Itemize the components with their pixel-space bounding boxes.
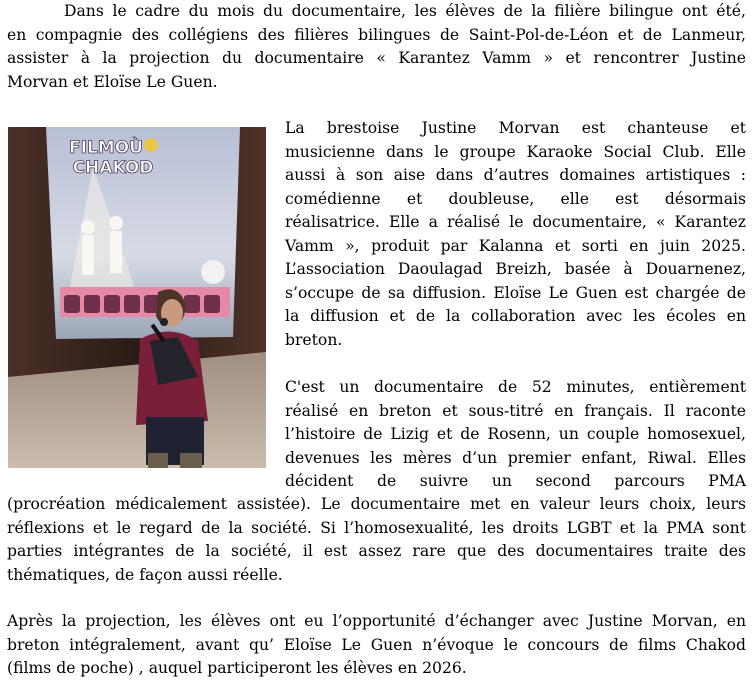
doc-line: parties intégrantes de la société, il est assez rare que des documentaires traite des bbox=[7, 542, 746, 560]
doc-line: thématiques, de façon aussi réelle. bbox=[7, 565, 283, 584]
screen-title-line1: FILMOÙ bbox=[69, 138, 143, 158]
doc-line: (procréation médicalement assistée). Le documentaire met en valeur leurs choix, leurs bbox=[7, 495, 746, 513]
after-screening-paragraph bbox=[7, 610, 746, 681]
documentary-paragraph-full bbox=[7, 493, 746, 587]
doc-line: C'est un documentaire de 52 minutes, entièrement bbox=[285, 378, 746, 396]
intro-line: Dans le cadre du mois du documentaire, les élèves de la filière bilingue ont été, bbox=[64, 2, 746, 20]
bio-line: musicienne dans le groupe Karaoke Social Club. Elle bbox=[285, 142, 746, 161]
after-line: Après la projection, les élèves ont eu l’opportunité d’échanger avec Justine Morvan, en bbox=[7, 612, 746, 630]
bio-line: s’occupe de sa diffusion. Eloïse Le Guen est chargée de bbox=[285, 283, 746, 302]
intro-line: Morvan et Eloïse Le Guen. bbox=[7, 72, 218, 91]
screen-title-line2: CHAKOD bbox=[72, 158, 154, 178]
documentary-paragraph-side bbox=[285, 376, 746, 494]
intro-paragraph bbox=[7, 0, 746, 94]
event-photo bbox=[8, 127, 266, 468]
bio-line: breton. bbox=[285, 330, 343, 349]
doc-line: devenues les mères d’un premier enfant, Riwal. Elles bbox=[285, 448, 746, 467]
bio-line: aussi à son aise dans d’autres domaines artistiques : bbox=[285, 166, 746, 184]
intro-line: en compagnie des collégiens des filières bilingues de Saint-Pol-de-Léon et de Lanmeur, bbox=[7, 25, 746, 44]
bio-line: La brestoise Justine Morvan est chanteuse et bbox=[285, 119, 746, 137]
after-line: breton intégralement, avant qu’ Eloïse Le Guen n’évoque le concours de films Chakod bbox=[7, 635, 746, 654]
doc-line: décident de suivre un second parcours PMA bbox=[285, 472, 746, 490]
bio-line: la diffusion et de la collaboration avec les écoles en bbox=[285, 307, 746, 325]
after-line: (films de poche) , auquel participeront les élèves en 2026. bbox=[7, 659, 467, 677]
bio-line: Vamm », produit par Kalanna et sorti en juin 2025. bbox=[285, 236, 746, 255]
doc-line: réflexions et le regard de la société. Si l’homosexualité, les droits LGBT et la PMA sont bbox=[7, 518, 746, 537]
intro-line: assister à la projection du documentaire « Karantez Vamm » et rencontrer Justine bbox=[7, 49, 746, 67]
bio-line: réalisatrice. Elle a réalisé le documentaire, « Karantez bbox=[285, 213, 746, 231]
event-photo-illustration bbox=[8, 127, 266, 468]
bio-paragraph bbox=[285, 117, 746, 352]
bio-line: L’association Daoulagad Breizh, basée à Douarnenez, bbox=[285, 260, 746, 278]
doc-line: réalisé en breton et sous-titré en français. Il raconte bbox=[285, 401, 746, 420]
bio-line: comédienne et doubleuse, elle est désormais bbox=[285, 189, 746, 208]
doc-line: l’histoire de Lizig et de Rosenn, un couple homosexuel, bbox=[285, 425, 746, 443]
